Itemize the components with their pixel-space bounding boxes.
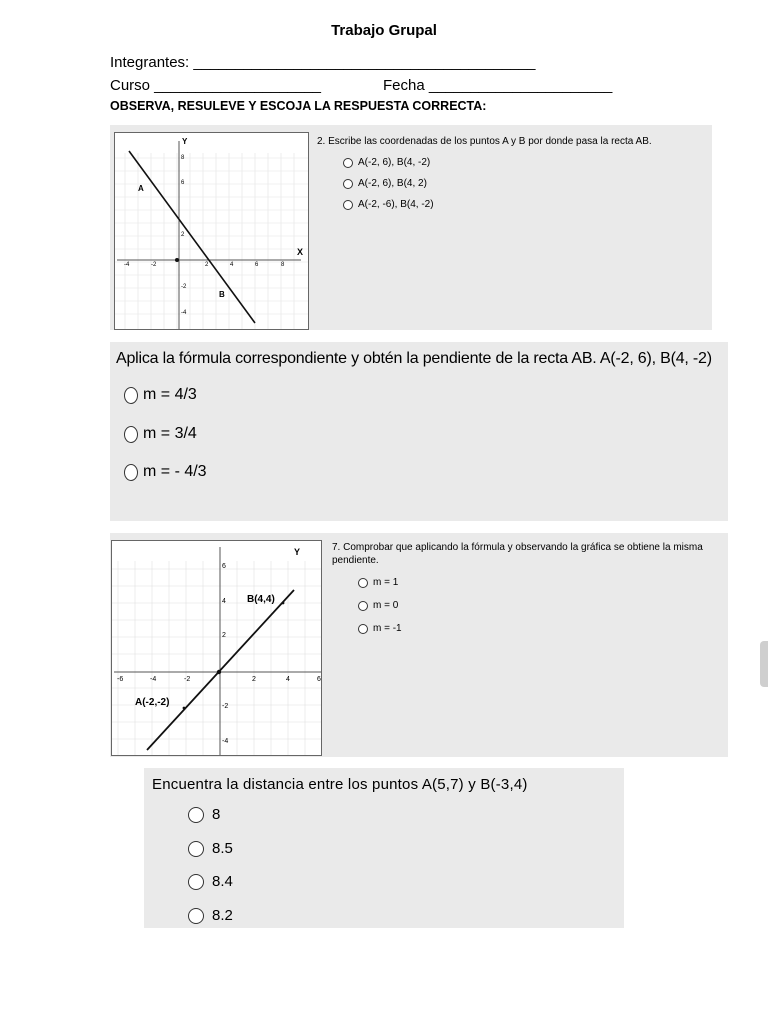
- y-tick: -2: [181, 284, 187, 290]
- question-2-text: Aplica la fórmula correspondiente y obtén la pendiente de la recta AB. A(-2, 6), B(4, -2): [116, 350, 712, 367]
- q4-option-4[interactable]: [188, 907, 233, 924]
- point-b-label: B(4,4): [247, 594, 275, 605]
- question-1-graph: [114, 132, 309, 330]
- q2-option-1[interactable]: [124, 386, 197, 404]
- instructions: OBSERVA, RESULEVE Y ESCOJA LA RESPUESTA CORRECTA:: [110, 99, 487, 113]
- question-2-panel: [110, 342, 728, 521]
- x-tick: 8: [281, 262, 285, 268]
- option-label: m = -1: [373, 623, 402, 634]
- y-axis-label: Y: [294, 547, 301, 557]
- radio-button[interactable]: [343, 200, 353, 210]
- x-tick: 6: [317, 676, 321, 683]
- y-tick: 2: [181, 232, 185, 238]
- radio-button[interactable]: [343, 179, 353, 189]
- option-label: 8.5: [212, 840, 233, 857]
- option-label: m = - 4/3: [143, 463, 207, 480]
- radio-button[interactable]: [188, 841, 204, 857]
- y-tick: -4: [222, 738, 229, 745]
- radio-button[interactable]: [188, 874, 204, 890]
- graph-1-svg: [115, 133, 308, 329]
- radio-button[interactable]: [124, 464, 138, 481]
- q4-option-1[interactable]: [188, 806, 220, 823]
- option-label: 8: [212, 806, 221, 823]
- option-label: m = 4/3: [143, 386, 197, 403]
- option-label: m = 1: [373, 577, 399, 588]
- question-1-panel: [110, 125, 712, 330]
- radio-button[interactable]: [358, 578, 368, 588]
- option-label: m = 0: [373, 600, 399, 611]
- x-tick: 6: [255, 262, 259, 268]
- option-label: m = 3/4: [143, 425, 197, 442]
- option-label: 8.2: [212, 907, 233, 924]
- q1-option-2[interactable]: [343, 178, 427, 189]
- x-tick: 4: [230, 262, 234, 268]
- x-tick: -2: [184, 676, 191, 683]
- x-tick: 2: [252, 676, 256, 683]
- q2-option-3[interactable]: [124, 463, 207, 481]
- y-tick: 6: [222, 563, 226, 570]
- question-3-text: 7. Comprobar que aplicando la fórmula y observando la gráfica se obtiene la misma pendiente.: [332, 542, 703, 566]
- radio-button[interactable]: [188, 807, 204, 823]
- question-4-panel: [144, 768, 624, 928]
- radio-button[interactable]: [188, 908, 204, 924]
- radio-button[interactable]: [124, 387, 138, 404]
- q2-option-2[interactable]: [124, 425, 197, 443]
- document-title: Trabajo Grupal: [331, 22, 437, 39]
- q3-option-1[interactable]: [358, 577, 398, 588]
- q1-option-3[interactable]: [343, 199, 434, 210]
- fecha-line: Fecha ______________________: [383, 77, 613, 94]
- point-a-label: A: [138, 184, 144, 193]
- q3-option-3[interactable]: [358, 623, 402, 634]
- y-tick: -2: [222, 703, 229, 710]
- option-label: A(-2, -6), B(4, -2): [358, 199, 434, 210]
- radio-button[interactable]: [124, 426, 138, 443]
- radio-button[interactable]: [343, 158, 353, 168]
- question-3-graph: [111, 540, 322, 756]
- curso-line: Curso ____________________: [110, 77, 322, 94]
- x-tick: 4: [286, 676, 290, 683]
- question-4-text: Encuentra la distancia entre los puntos A(5,7) y B(-3,4): [152, 776, 528, 793]
- y-tick: 2: [222, 632, 226, 639]
- q4-option-3[interactable]: [188, 873, 233, 890]
- y-tick: 8: [181, 155, 185, 161]
- y-tick: 6: [181, 180, 185, 186]
- x-tick: -6: [117, 676, 124, 683]
- q4-option-2[interactable]: [188, 840, 233, 857]
- question-1-text: 2. Escribe las coordenadas de los puntos A y B por donde pasa la recta AB.: [317, 136, 652, 147]
- point-b-label: B: [219, 290, 225, 299]
- q1-option-1[interactable]: [343, 157, 430, 168]
- x-tick: -4: [124, 262, 130, 268]
- radio-button[interactable]: [358, 601, 368, 611]
- radio-button[interactable]: [358, 624, 368, 634]
- q3-option-2[interactable]: [358, 600, 398, 611]
- option-label: 8.4: [212, 873, 233, 890]
- integrantes-line: Integrantes: _________________________________________: [110, 54, 536, 71]
- x-axis-label: X: [297, 247, 304, 257]
- y-tick: 4: [222, 598, 226, 605]
- point-a-label: A(-2,-2): [135, 697, 170, 708]
- option-label: A(-2, 6), B(4, -2): [358, 157, 431, 168]
- y-tick: -4: [181, 310, 187, 316]
- x-tick: -4: [150, 676, 157, 683]
- question-3-panel: [110, 533, 728, 757]
- option-label: A(-2, 6), B(4, 2): [358, 178, 427, 189]
- x-tick: -2: [151, 262, 157, 268]
- graph-3-svg: [112, 541, 321, 755]
- y-axis-label: Y: [182, 137, 188, 146]
- side-scroll-tab[interactable]: [760, 641, 768, 687]
- x-tick: 2: [205, 262, 209, 268]
